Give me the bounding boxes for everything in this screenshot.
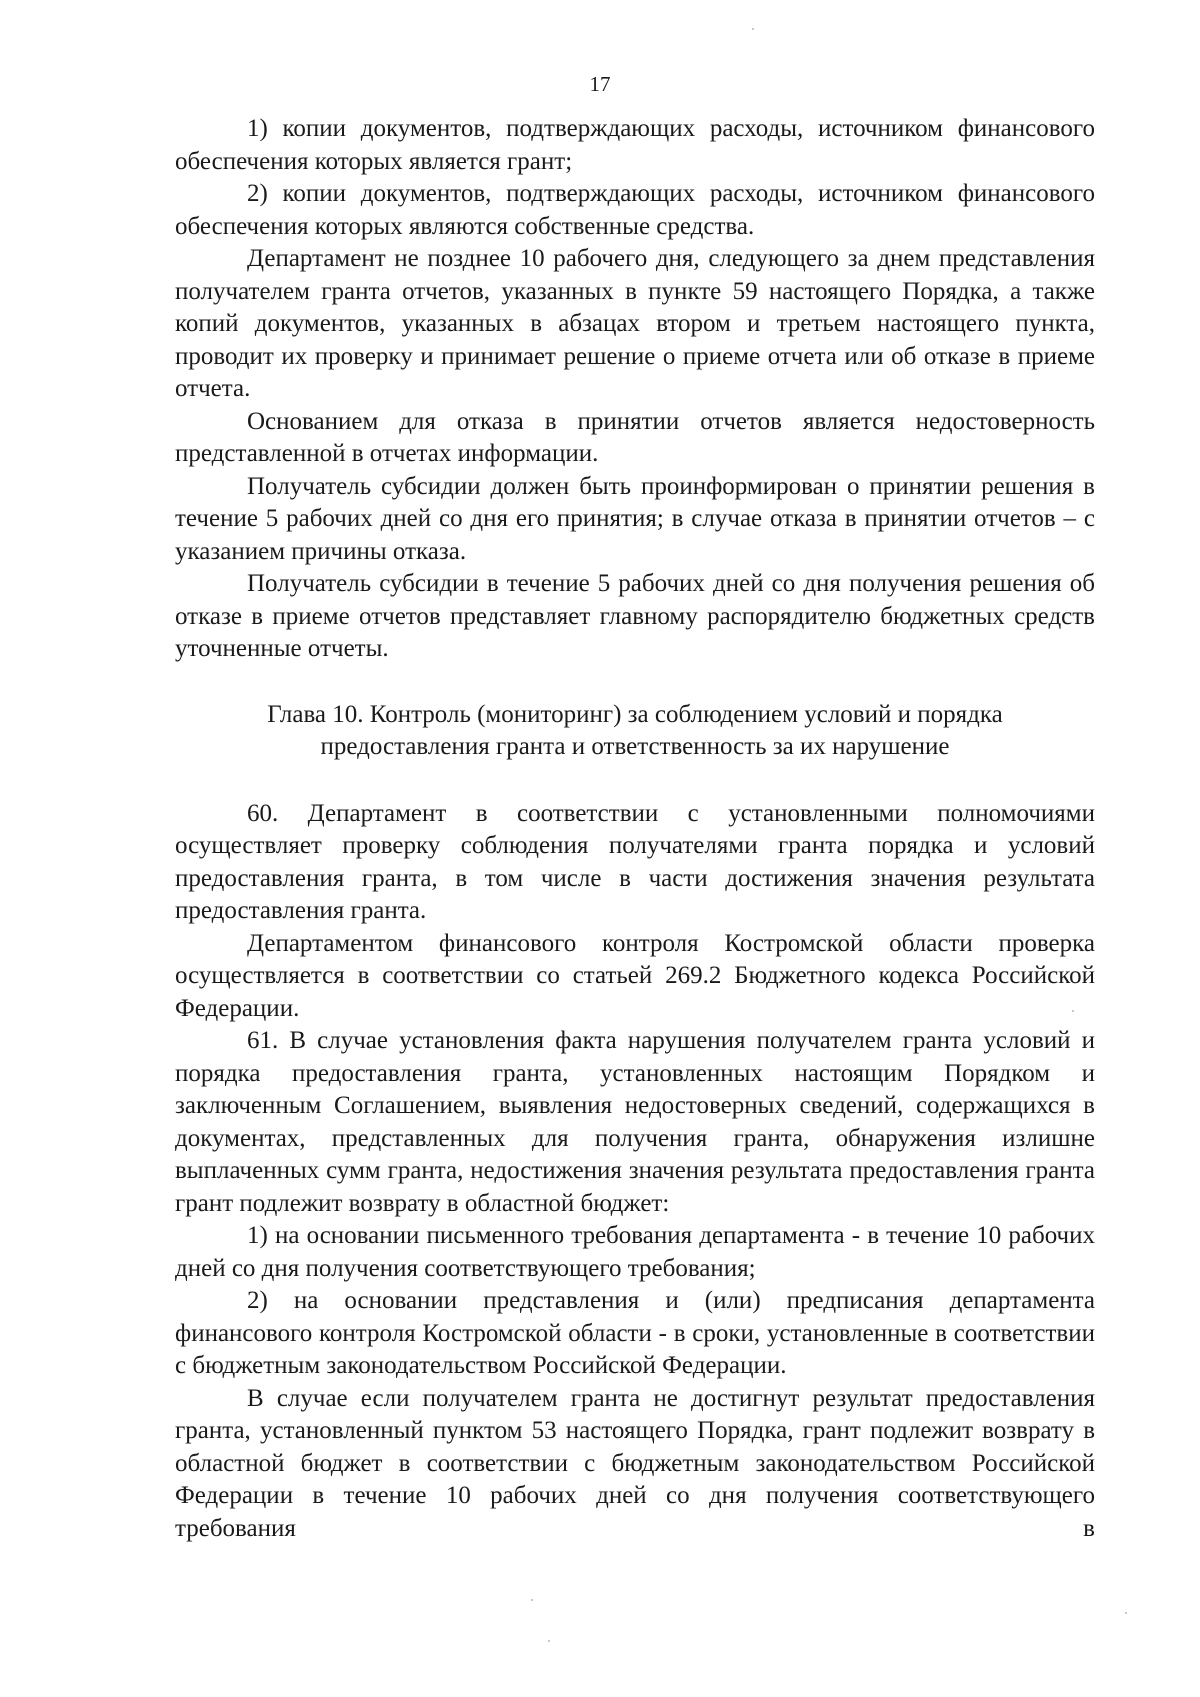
paragraph-refusal-grounds: Основанием для отказа в принятии отчетов является недостоверность представленной в отчетах информации. xyxy=(175,407,1095,467)
paragraph-representation-order: 2) на основании представления и (или) предписания департамента финансового контроля Костромской области - в сроки, установленные в соответствии с бюджетным законодательством Российской Федерации. xyxy=(175,1287,1095,1379)
page-number: 17 xyxy=(589,72,611,96)
chapter-heading-line-1: Глава 10. Контроль (мониторинг) за соблюдением условий и порядка xyxy=(267,700,1003,728)
scan-speck xyxy=(1125,1612,1127,1614)
chapter-heading-line-2: предоставления гранта и ответственность за их нарушение xyxy=(320,733,950,760)
paragraph-result-not-achieved: В случае если получателем гранта не достигнут результат предоставления гранта, установленный пунктом 53 настоящего Порядка, грант подлежит возврату в областной бюджет в соответствии с бюджетным законодательством Российской Федерации в течение 10 рабочих дней со дня получения соответствующего требования в xyxy=(175,1384,1095,1542)
scan-speck xyxy=(752,28,754,30)
chapter-heading xyxy=(175,699,1095,764)
paragraph-copies-grant-expenses: 1) копии документов, подтверждающих расходы, источником финансового обеспечения которых является грант; xyxy=(175,115,1095,175)
scan-speck xyxy=(548,1640,550,1642)
scan-speck xyxy=(531,1599,533,1601)
paragraph-corrected-reports: Получатель субсидии в течение 5 рабочих дней со дня получения решения об отказе в приеме отчетов представляет главному распорядителю бюджетных средств уточненные отчеты. xyxy=(175,570,1095,662)
document-body xyxy=(175,113,1095,1545)
paragraph-item-61: 61. В случае установления факта нарушения получателем гранта условий и порядка предоставления гранта, установленных настоящим Порядком и заключенным Соглашением, выявления недостоверных сведений, содержащихся в документах, представленных для получения гранта, обнаружения излишне выплаченных сумм гранта, недостижения значения результата предоставления гранта грант подлежит возврату в областной бюджет: xyxy=(175,1027,1095,1217)
scan-speck xyxy=(1072,1010,1074,1012)
paragraph-item-60: 60. Департамент в соответствии с установленными полномочиями осуществляет проверку соблюдения получателями гранта порядка и условий предоставления гранта, в том числе в части достижения значения результата предоставления гранта. xyxy=(175,799,1095,924)
paragraph-department-review: Департамент не позднее 10 рабочего дня, следующего за днем представления получателем гранта отчетов, указанных в пункте 59 настоящего Порядка, а также копий документов, указанных в абзацах втором и третьем настоящего пункта, проводит их проверку и принимает решение о приеме отчета или об отказе в приеме отчета. xyxy=(175,245,1095,402)
paragraph-financial-control-check: Департаментом финансового контроля Костромской области проверка осуществляется в соответствии со статьей 269.2 Бюджетного кодекса Российской Федерации. xyxy=(175,929,1095,1022)
paragraph-copies-own-funds: 2) копии документов, подтверждающих расходы, источником финансового обеспечения которых являются собственные средства. xyxy=(175,180,1095,240)
paragraph-recipient-informed: Получатель субсидии должен быть проинформирован о принятии решения в течение 5 рабочих дней со дня его принятия; в случае отказа в принятии отчетов – с указанием причины отказа. xyxy=(175,472,1095,565)
paragraph-written-demand: 1) на основании письменного требования департамента - в течение 10 рабочих дней со дня получения соответствующего требования; xyxy=(175,1222,1095,1282)
